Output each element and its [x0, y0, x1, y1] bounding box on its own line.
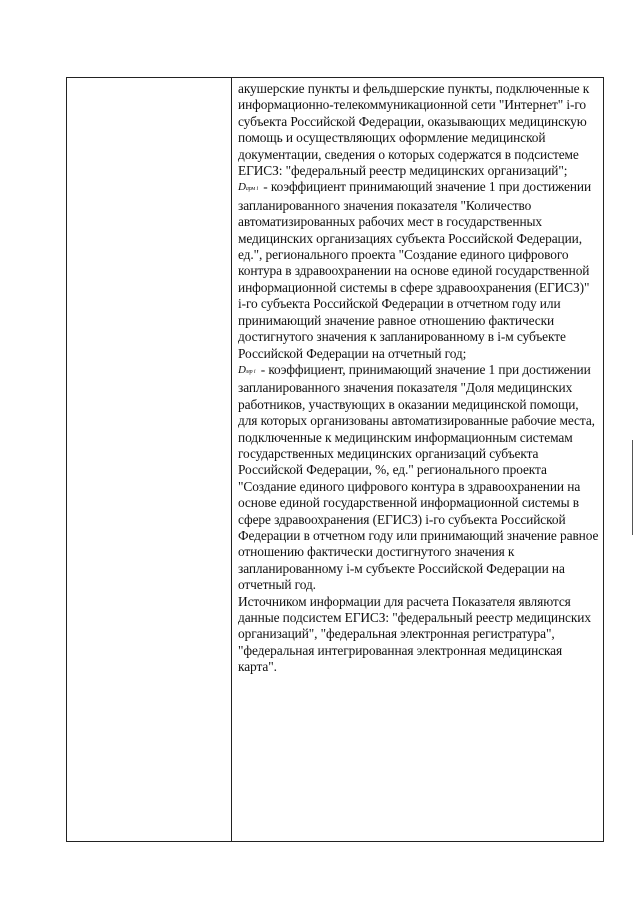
coefficient-mr-paragraph: [238, 362, 600, 594]
table-cell-right: [238, 81, 600, 676]
formula-symbol-mr-sub: мр i: [245, 368, 256, 375]
coefficient-mr-text: - коэффициент, принимающий значение 1 при достижении запланированного значения показателя "Доля медицинских работников, участвующих в оказании медицинской помощи, для которых организованы автоматизированные рабочие места, подключенные к медицинским информационным системам государственных медицинских организаций субъекта Российской Федерации, %, ед." регионального проекта "Создание единого цифрового контура в здравоохранении на основе единой государственной информационной системы в сфере здравоохранения (ЕГИСЗ) i-го субъекта Российской Федерации в отчетном году или принимающий значение равное отношению фактически достигнутого значения к запланированному i-м субъекте Российской Федерации на отчетный год.: [238, 361, 599, 593]
continuation-paragraph: акушерские пункты и фельдшерские пункты, подключенные к информационно-телекоммуникационной сети "Интернет" i-го субъекта Российской Федерации, оказывающих медицинскую помощь и осуществляющих оформление медицинской документации, сведения о которых содержатся в подсистеме ЕГИСЗ: "федеральный реестр медицинских организаций";: [238, 81, 590, 179]
formula-symbol-arm-main: D: [238, 181, 246, 194]
table-cell-left: [67, 78, 230, 841]
page-edge-mark: [632, 440, 633, 535]
source-paragraph: Источником информации для расчета Показателя являются данные подсистем ЕГИСЗ: "федеральный реестр медицинских организаций", "федеральная электронная регистратура", "федеральная интегрированная электронная медицинская карта".: [238, 593, 591, 675]
formula-symbol-mr-main: D: [238, 363, 246, 376]
formula-symbol-arm: [238, 179, 258, 197]
coefficient-arm-paragraph: [238, 179, 600, 361]
coefficient-arm-text: - коэффициент принимающий значение 1 при достижении запланированного значения показателя "Количество автоматизированных рабочих мест в государственных медицинских организациях субъекта Российской Федерации, ед.", регионального проекта "Создание единого цифрового контура в здравоохранении на основе единой государственной информационной системы в сфере здравоохранения (ЕГИСЗ)" i-го субъекта Российской Федерации в отчетном году или принимающий значение равное отношению фактически достигнутого значения к запланированному в i-м субъекте Российской Федерации на отчетный год;: [238, 179, 592, 361]
formula-symbol-arm-sub: арм i: [245, 186, 259, 193]
column-divider: [231, 77, 232, 842]
formula-symbol-mr: [238, 362, 255, 380]
